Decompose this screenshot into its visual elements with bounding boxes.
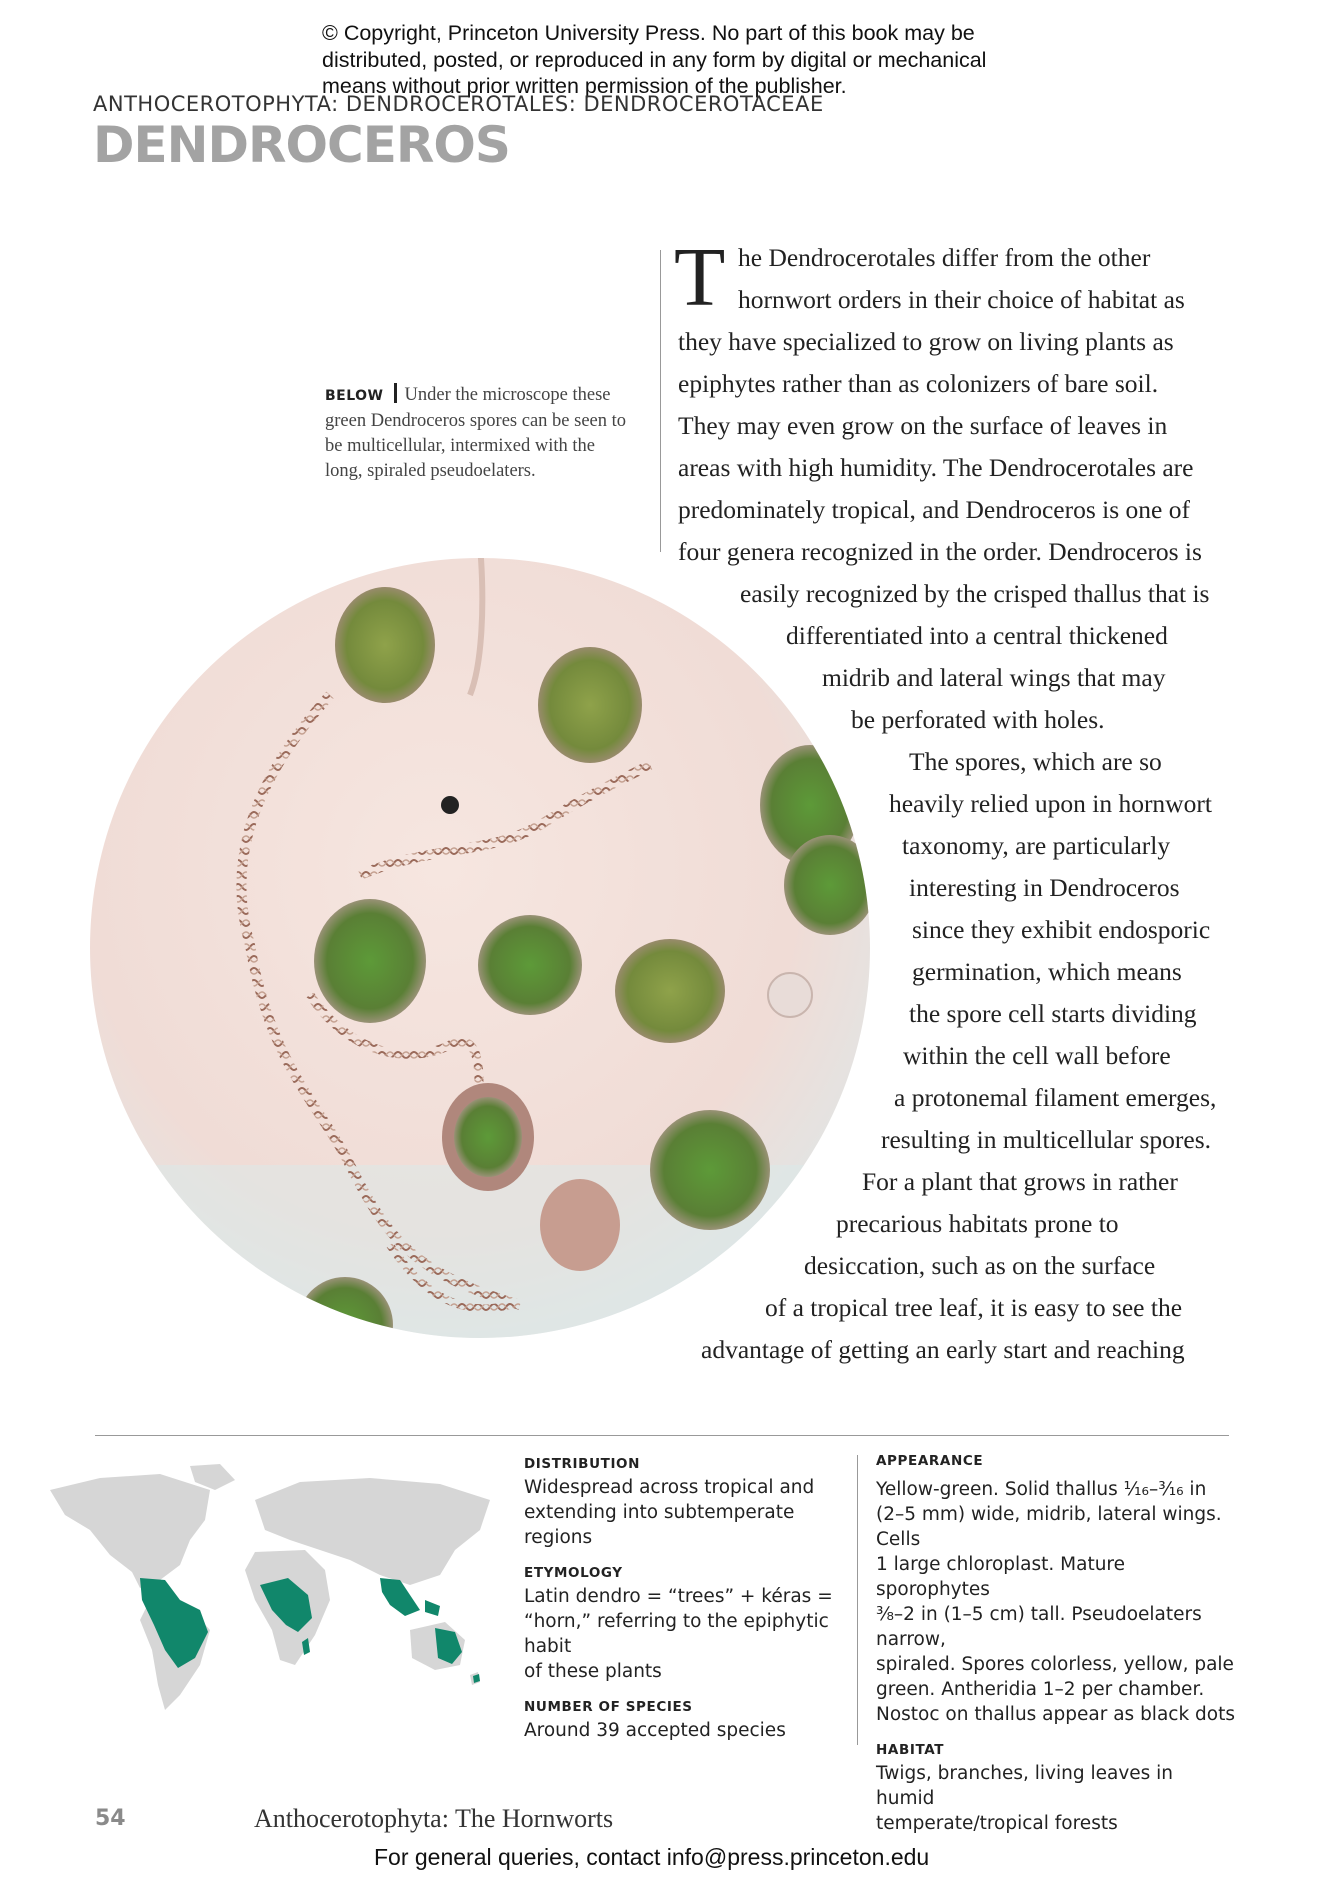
species-heading: NUMBER OF SPECIES [524,1699,693,1715]
copyright-line: distributed, posted, or reproduced in any form by digital or mechanical [322,47,987,72]
body-line: they have specialized to grow on living plants as [678,327,1174,356]
body-line: easily recognized by the crisped thallus that is [740,579,1210,608]
running-head: Anthocerotophyta: The Hornworts [254,1804,614,1833]
species-line: Around 39 accepted species [524,1720,786,1741]
genus-title: DENDROCEROS [93,116,510,174]
body-line: germination, which means [912,957,1182,986]
body-line: resulting in multicellular spores. [881,1125,1212,1154]
body-line: epiphytes rather than as colonizers of bare soil. [678,369,1159,398]
body-line: the spore cell starts dividing [909,999,1197,1028]
appearance-line: ³⁄₈–2 in (1–5 cm) tall. Pseudoelaters narrow, [876,1604,1202,1650]
habitat-heading: HABITAT [876,1742,945,1758]
body-line: areas with high humidity. The Dendrocerotales are [678,453,1194,482]
appearance-line: green. Antheridia 1–2 per chamber. [876,1679,1205,1700]
column-divider [660,250,661,552]
factbox-left [524,1456,844,1743]
copyright-line: means without prior written permission of the publisher. [322,74,847,98]
etymology-text [524,1584,844,1684]
taxonomy-heading: ANTHOCEROTOPHYTA: DENDROCEROTALES: DENDROCEROTACEAE [93,92,824,116]
distribution-map [40,1460,506,1720]
contact-line: For general queries, contact info@press.princeton.edu [374,1844,930,1870]
body-line: taxonomy, are particularly [902,831,1171,860]
etymology-line: Latin dendro = “trees” + kéras = [524,1586,833,1607]
caption-line: Under the microscope these [404,385,611,405]
body-line: hornwort orders in their choice of habitat as [738,285,1185,314]
appearance-line: (2–5 mm) wide, midrib, lateral wings. Cells [876,1504,1222,1550]
distribution-line: extending into subtemperate regions [524,1502,795,1548]
body-line: within the cell wall before [903,1041,1171,1070]
body-line: four genera recognized in the order. Dendroceros is [678,537,1202,566]
body-line: midrib and lateral wings that may [822,663,1166,692]
body-line: predominately tropical, and Dendroceros is one of [678,495,1190,524]
microscope-photo [90,545,872,1351]
factbox-divider [857,1455,858,1745]
body-line: advantage of getting an early start and reaching [701,1335,1185,1364]
page-number: 54 [95,1806,126,1831]
drop-cap: T [674,231,726,324]
body-line: interesting in Dendroceros [909,873,1180,902]
body-line: desiccation, such as on the surface [804,1251,1156,1280]
habitat-line: temperate/tropical forests [876,1813,1118,1834]
body-line: For a plant that grows in rather [862,1167,1178,1196]
copyright-notice [322,20,1022,100]
appearance-heading: APPEARANCE [876,1453,984,1469]
body-line: heavily relied upon in hornwort [889,789,1212,818]
distribution-text [524,1475,844,1550]
appearance-line: 1 large chloroplast. Mature sporophytes [876,1554,1126,1600]
body-line: be perforated with holes. [851,705,1105,734]
appearance-line: Yellow-green. Solid thallus ¹⁄₁₆–³⁄₁₆ in [876,1479,1207,1500]
etymology-line: “horn,” referring to the epiphytic habit [524,1611,829,1657]
factbox-right [876,1453,1236,1836]
appearance-line: spiraled. Spores colorless, yellow, pale [876,1654,1234,1675]
caption-line: be multicellular, intermixed with the [325,436,596,456]
body-line: They may even grow on the surface of leaves in [678,411,1168,440]
appearance-line: Nostoc on thallus appear as black dots [876,1704,1236,1725]
section-divider [95,1435,1229,1436]
photo-caption [325,383,647,484]
caption-line: green Dendroceros spores can be seen to [325,411,627,431]
caption-lead: BELOW [325,388,384,404]
body-line: since they exhibit endosporic [912,915,1211,944]
caption-divider [394,383,397,403]
etymology-line: of these plants [524,1661,662,1682]
body-line: of a tropical tree leaf, it is easy to see the [765,1293,1183,1322]
body-line: he Dendrocerotales differ from the other [738,243,1151,272]
copyright-line: © Copyright, Princeton University Press. No part of this book may be [322,21,975,45]
distribution-line: Widespread across tropical and [524,1477,815,1498]
distribution-heading: DISTRIBUTION [524,1456,641,1472]
caption-line: long, spiraled pseudoelaters. [325,461,536,481]
body-line: The spores, which are so [909,747,1162,776]
body-line: differentiated into a central thickened [786,621,1168,650]
appearance-text [876,1477,1236,1727]
body-line: precarious habitats prone to [836,1209,1119,1238]
body-line: a protonemal filament emerges, [894,1083,1217,1112]
etymology-heading: ETYMOLOGY [524,1565,623,1581]
habitat-line: Twigs, branches, living leaves in humid [876,1763,1174,1809]
species-text [524,1718,844,1743]
habitat-text [876,1761,1236,1836]
